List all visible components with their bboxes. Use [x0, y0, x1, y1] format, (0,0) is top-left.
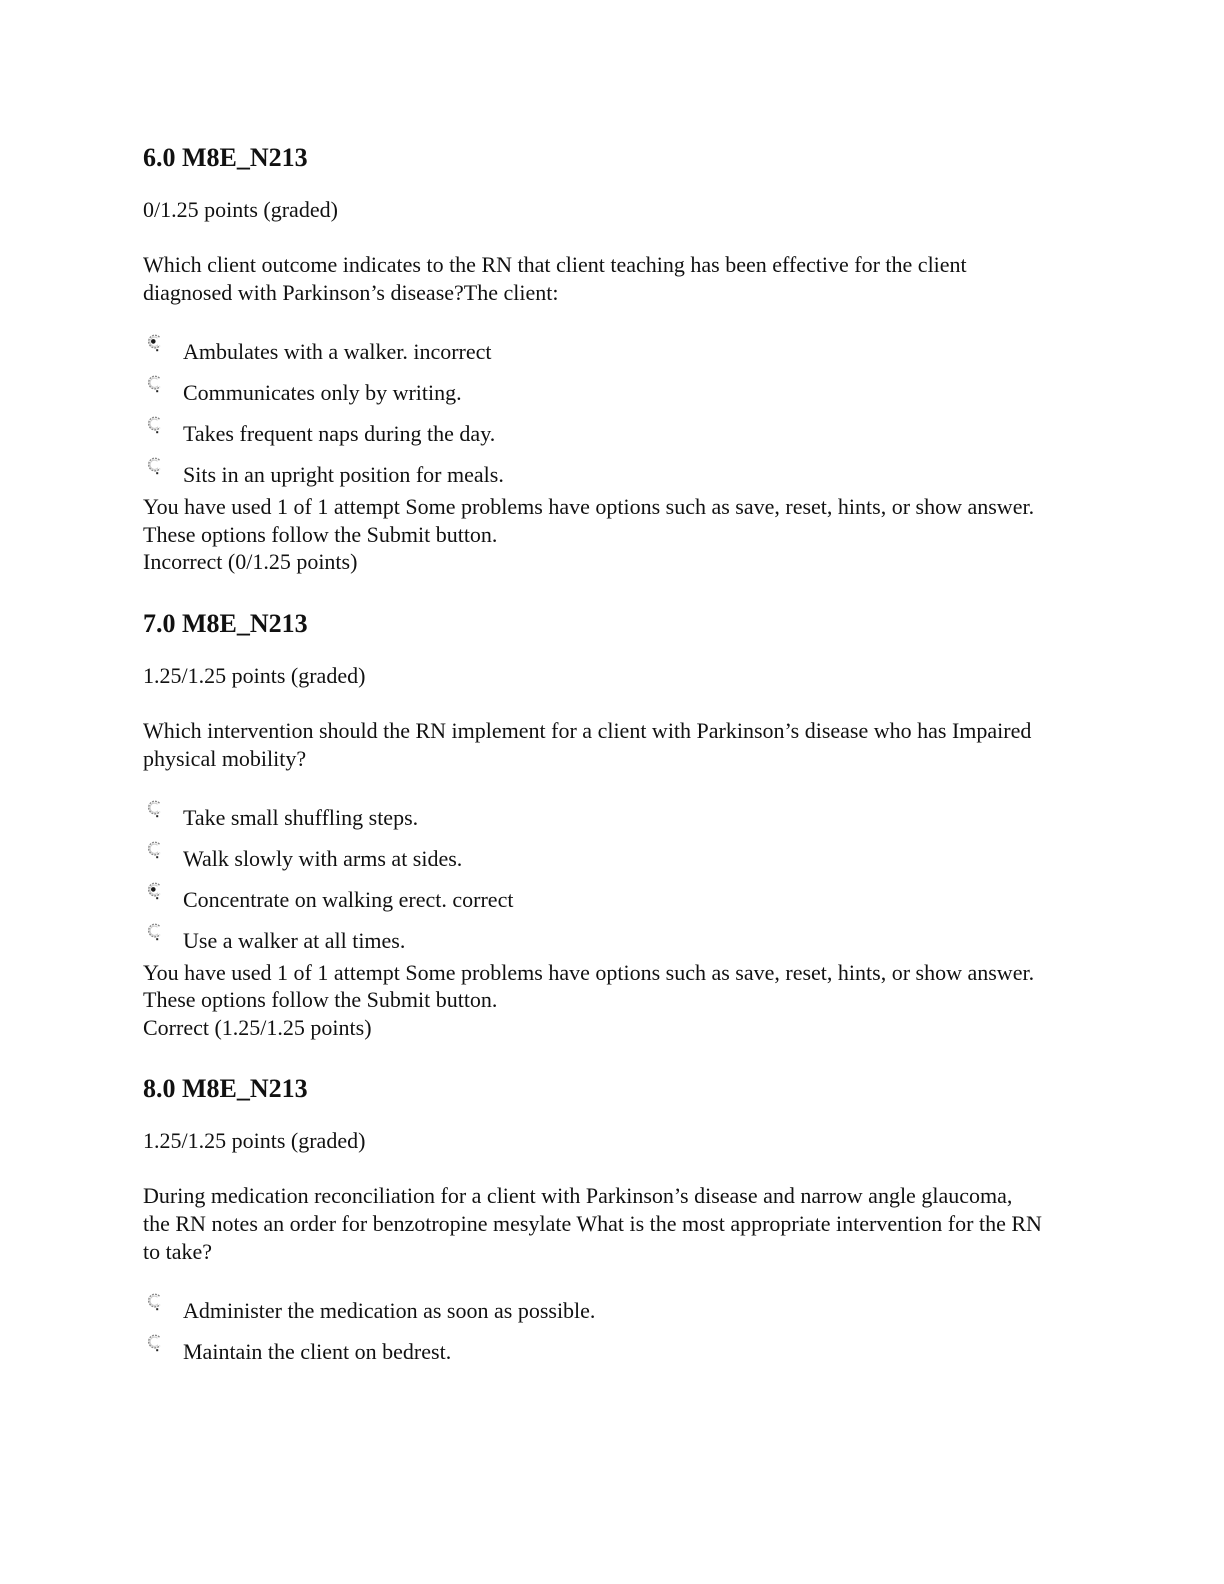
option-label: Sits in an upright position for meals.	[183, 462, 504, 487]
radio-unchecked-icon[interactable]	[144, 921, 166, 943]
question-prompt: Which client outcome indicates to the RN that client teaching has been effective for the client diagnosed with Parkinson’s disease?The client:	[143, 252, 967, 305]
option-label: Use a walker at all times.	[183, 927, 406, 953]
radio-unchecked-icon[interactable]	[144, 1332, 166, 1354]
answer-option[interactable]	[143, 1325, 1043, 1366]
radio-checked-icon[interactable]	[144, 332, 166, 354]
answer-option[interactable]	[143, 448, 1043, 489]
radio-unchecked-icon[interactable]	[144, 455, 166, 477]
question-prompt: Which intervention should the RN implement for a client with Parkinson’s disease who has Impaired physical mobility?	[143, 717, 1032, 771]
option-label: Communicates only by writing.	[183, 380, 462, 405]
question-6	[143, 140, 1043, 576]
answer-option[interactable]	[143, 873, 1043, 914]
answer-option[interactable]	[143, 407, 1043, 448]
radio-unchecked-icon[interactable]	[144, 414, 166, 436]
question-8	[143, 1071, 1043, 1366]
radio-checked-icon[interactable]	[144, 880, 166, 902]
result-status: Correct (1.25/1.25 points)	[143, 1014, 372, 1040]
points-graded: 1.25/1.25 points (graded)	[143, 662, 366, 688]
attempts-note: You have used 1 of 1 attempt Some problems have options such as save, reset, hints, or show answer. These options follow the Submit button.	[143, 494, 1035, 547]
option-label: Maintain the client on bedrest.	[183, 1339, 452, 1364]
radio-unchecked-icon[interactable]	[144, 798, 166, 820]
answer-option[interactable]	[143, 1284, 1043, 1325]
answer-option[interactable]	[143, 791, 1043, 832]
option-label: Administer the medication as soon as possible.	[183, 1298, 596, 1323]
document-page	[143, 140, 1043, 1366]
answer-options	[143, 1284, 1043, 1366]
option-label: Concentrate on walking erect. correct	[183, 886, 514, 912]
option-label: Walk slowly with arms at sides.	[183, 845, 463, 871]
question-title: 6.0 M8E_N213	[143, 143, 308, 172]
points-graded: 1.25/1.25 points (graded)	[143, 1128, 366, 1153]
radio-unchecked-icon[interactable]	[144, 373, 166, 395]
question-prompt: During medication reconciliation for a client with Parkinson’s disease and narrow angle glaucoma, the RN notes an order for benzotropine mesylate What is the most appropriate intervention for the RN to take?	[143, 1183, 1042, 1264]
attempts-note: You have used 1 of 1 attempt Some problems have options such as save, reset, hints, or show answer. These options follow the Submit button.	[143, 959, 1035, 1012]
answer-option[interactable]	[143, 832, 1043, 873]
question-title: 7.0 M8E_N213	[143, 608, 308, 638]
question-title: 8.0 M8E_N213	[143, 1074, 308, 1103]
answer-option[interactable]	[143, 914, 1043, 955]
option-label: Ambulates with a walker. incorrect	[183, 339, 492, 364]
result-status: Incorrect (0/1.25 points)	[143, 549, 358, 574]
answer-option[interactable]	[143, 325, 1043, 366]
radio-unchecked-icon[interactable]	[144, 1291, 166, 1313]
option-label: Takes frequent naps during the day.	[183, 421, 496, 446]
answer-options	[143, 325, 1043, 489]
points-graded: 0/1.25 points (graded)	[143, 197, 338, 222]
option-label: Take small shuffling steps.	[183, 804, 419, 830]
answer-options	[143, 791, 1043, 955]
answer-option[interactable]	[143, 366, 1043, 407]
question-7	[143, 606, 1043, 1042]
radio-unchecked-icon[interactable]	[144, 839, 166, 861]
